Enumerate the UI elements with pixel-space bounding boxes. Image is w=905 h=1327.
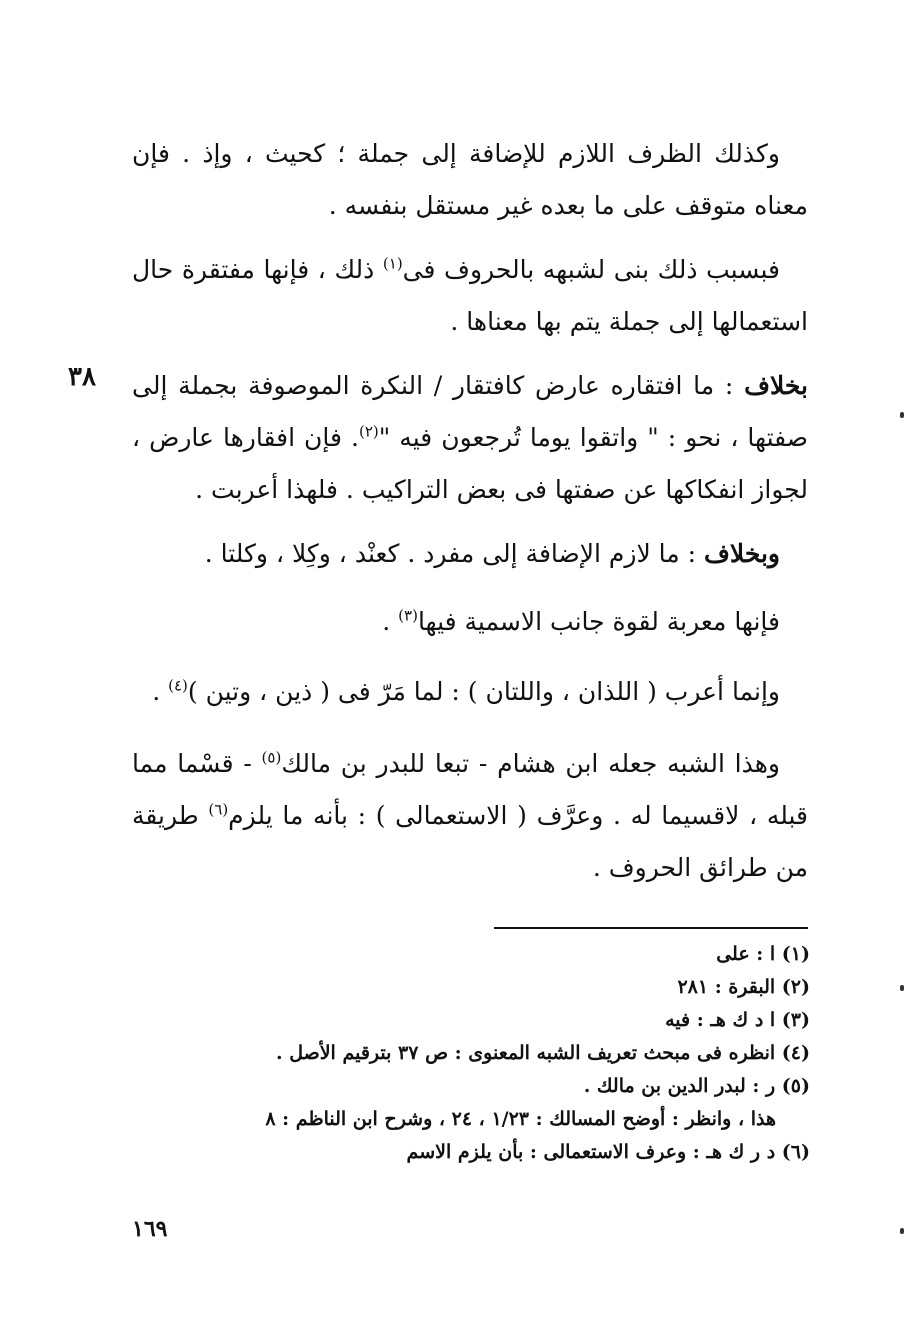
footnote-ref-4[interactable]: (٤): [168, 676, 188, 695]
footnote-separator: [494, 927, 808, 929]
footnote-3: (٣) ا د ك هـ : فيه: [665, 1009, 810, 1031]
footnote-ref-5[interactable]: (٥): [261, 748, 282, 767]
scan-speck: [900, 412, 904, 418]
footnote-ref-3[interactable]: (٣): [398, 606, 418, 625]
page-number: ١٦٩: [132, 1216, 168, 1242]
paragraph-7-text-c: طريقة من طرائق الحروف .: [132, 801, 808, 882]
paragraph-2-text-a: فبسبب ذلك بنى لشبهه بالحروف فى: [402, 255, 780, 284]
paragraph-5: [132, 596, 808, 648]
footnote-6: (٦) د ر ك هـ : وعرف الاستعمالى : بأن يلزم الاسم: [406, 1141, 810, 1163]
footnote-5: (٥) ر : لبدر الدين بن مالك .: [583, 1075, 810, 1097]
footnote-4: (٤) انظره فى مبحث تعريف الشبه المعنوى : ص ٣٧ بترقيم الأصل .: [275, 1042, 810, 1064]
paragraph-7-text-b: - قسْما مما قبله ، لاقسيما له . وعرَّف ( الاستعمالى ) : بأنه ما يلزم: [132, 749, 808, 830]
footnote-5-continuation: هذا ، وانظر : أوضح المسالك : ١/٢٣ ، ٢٤ ، وشرح ابن الناظم : ٨: [265, 1108, 776, 1130]
paragraph-4: [132, 528, 808, 580]
paragraph-6: [132, 666, 808, 718]
paragraph-2: [132, 244, 808, 348]
paragraph-6-text-a: وإنما أعرب ( اللذان ، واللتان ) : لما مَرّ فى ( ذين ، وتين ): [187, 677, 780, 706]
footnote-2: (٢) البقرة : ٢٨١: [677, 976, 810, 998]
paragraph-7: [132, 738, 808, 894]
paragraph-4-lead: وبخلاف: [703, 539, 780, 568]
paragraph-3: [132, 360, 808, 516]
paragraph-3-text-a: : ما افتقاره عارض كافتقار / النكرة الموصوفة بجملة إلى صفتها ، نحو : " واتقوا يوما تُرجعون فيه ": [132, 371, 808, 452]
paragraph-2-text-b: ذلك ، فإنها مفتقرة حال استعمالها إلى جملة يتم بها معناها .: [132, 255, 808, 336]
paragraph-5-text-a: فإنها معربة لقوة جانب الاسمية فيها: [417, 607, 780, 636]
footnotes: [170, 938, 810, 1169]
paragraph-3-text-b: . فإن افقارها عارض ، لجواز انفكاكها عن صفتها فى بعض التراكيب . فلهذا أعربت .: [132, 423, 808, 504]
footnote-ref-6[interactable]: (٦): [208, 800, 229, 819]
footnote-ref-1[interactable]: (١): [382, 254, 403, 273]
scan-speck: [900, 985, 904, 991]
paragraph-1: [132, 128, 808, 232]
paragraph-4-text: : ما لازم الإضافة إلى مفرد . كعنْد ، وكِلا ، وكلتا .: [204, 539, 704, 568]
paragraph-3-lead: بخلاف: [744, 371, 808, 400]
footnote-1: (١) ا : على: [716, 943, 810, 965]
paragraph-6-text-b: .: [152, 677, 169, 706]
margin-folio-number: ٣٨: [68, 362, 96, 392]
footnote-ref-2[interactable]: (٢): [358, 422, 379, 441]
paragraph-5-text-b: .: [382, 607, 399, 636]
paragraph-1-text: وكذلك الظرف اللازم للإضافة إلى جملة ؛ كحيث ، وإذ . فإن معناه متوقف على ما بعده غير مستقل بنفسه .: [132, 139, 808, 220]
scan-speck: [900, 1228, 904, 1234]
paragraph-7-text-a: وهذا الشبه جعله ابن هشام - تبعا للبدر بن مالك: [281, 749, 780, 778]
